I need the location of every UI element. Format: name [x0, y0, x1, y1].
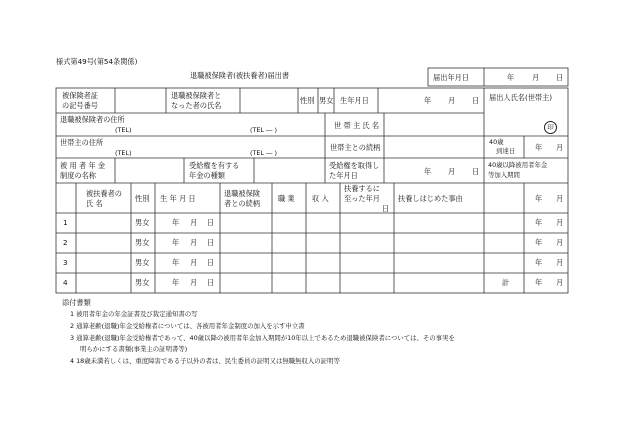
header-name-2: 氏 名 [86, 199, 103, 208]
retiree-name-label-1: 退職被保険者と [171, 91, 222, 100]
row-4-period-year: 年 [535, 278, 543, 287]
attachment-item-4: 4 18歳未満若しくは、重度障害である子以外の者は、民生委員の証明又は無職無収入の証明等 [70, 357, 340, 365]
dob-year: 年 [424, 96, 432, 105]
row-3-month: 月 [190, 258, 198, 267]
dob-label: 生年月日 [340, 96, 369, 105]
row-1-sex[interactable]: 男女 [135, 218, 150, 227]
row-1-year: 年 [172, 218, 180, 227]
insured-cert-label-2: の記号番号 [62, 101, 98, 110]
form-number: 様式第49号(第54条関係) [56, 57, 138, 66]
row-3-period-month: 月 [556, 258, 564, 267]
row-1-number: 1 [63, 218, 68, 227]
header-date-1: 扶養するに [344, 184, 380, 193]
relation-label: 世帯主との続柄 [330, 143, 381, 152]
header-period-month: 月 [556, 194, 564, 203]
age40-month: 月 [556, 143, 564, 152]
submission-date-year: 年 [507, 73, 515, 82]
header-relation-1: 退職被保険 [224, 189, 260, 198]
row-2-number: 2 [63, 238, 68, 247]
submission-date-month: 月 [532, 73, 540, 82]
row-2-month: 月 [190, 238, 198, 247]
sex-label: 性別 [300, 96, 315, 105]
householder-address-label: 世帯主の住所 [60, 138, 104, 147]
attachments-heading: 添付書類 [62, 298, 91, 307]
row-3-period-year: 年 [535, 258, 543, 267]
age40-label-2: 到達日 [496, 147, 516, 155]
submission-date-day: 日 [556, 73, 564, 82]
seal-mark: 印 [544, 121, 557, 134]
row-4-year: 年 [172, 278, 180, 287]
row-4-number: 4 [63, 278, 68, 287]
header-reason: 扶養しはじめた事由 [398, 194, 463, 203]
row-3-number: 3 [63, 258, 68, 267]
attachment-item-2: 2 通算老齢(退職)年金受給権者については、各被用者年金制度の加入を示す申立書 [70, 322, 305, 330]
householder-name-label: 世 帯 主 氏 名 [334, 121, 380, 130]
insured-cert-label-1: 被保険者証 [62, 91, 98, 100]
submitter-label: 届出人氏名(世帯主) [489, 93, 553, 102]
row-3-sex[interactable]: 男女 [135, 258, 150, 267]
retiree-tel-1: (TEL) [115, 126, 132, 134]
attachment-item-3-continued: 明らかにする書類(事業主の証明書等) [80, 345, 188, 353]
dob-month: 月 [448, 96, 456, 105]
dob-day: 日 [472, 96, 480, 105]
acquired-label-2: た年月日 [329, 171, 358, 180]
header-date-2: 至った年月 [344, 194, 380, 203]
row-4-day: 日 [207, 278, 215, 287]
pension-type-label-1: 受給権を有する [189, 161, 240, 170]
acquired-day: 日 [472, 167, 480, 176]
header-income: 収 入 [312, 194, 329, 203]
row-1-day: 日 [207, 218, 215, 227]
header-period-year: 年 [535, 194, 543, 203]
acquired-label-1: 受給権を取得し [329, 161, 380, 170]
attachment-item-1: 1 被用者年金の年金証書及び裁定通知書の写 [70, 310, 198, 318]
after40-label-1: 40歳以降被用者年金 [488, 161, 548, 169]
row-2-period-year: 年 [535, 238, 543, 247]
after40-label-2: 等加入期間 [488, 171, 520, 179]
header-sex: 性別 [135, 194, 150, 203]
submission-date-label: 届出年月日 [433, 73, 469, 82]
row-2-year: 年 [172, 238, 180, 247]
householder-tel-2: (TEL ― ) [250, 149, 277, 157]
sex-value[interactable]: 男女 [319, 96, 334, 105]
form-title: 退職被保険者(被扶養者)届出書 [190, 71, 290, 80]
row-1-period-year: 年 [535, 218, 543, 227]
total-label: 計 [502, 278, 510, 287]
acquired-month: 月 [448, 167, 456, 176]
pension-system-label-1: 被 用 者 年 金 [60, 161, 106, 170]
retiree-name-label-2: なった者の氏名 [171, 101, 222, 110]
header-dob: 生 年 月 日 [160, 194, 196, 203]
row-2-day: 日 [207, 238, 215, 247]
householder-tel-1: (TEL) [115, 149, 132, 157]
row-4-period-month: 月 [556, 278, 564, 287]
pension-type-label-2: 年金の種類 [189, 171, 225, 180]
header-occupation: 職 業 [278, 194, 295, 203]
age40-label-1: 40歳 [489, 138, 504, 146]
header-name-1: 被扶養者の [86, 189, 122, 198]
row-3-year: 年 [172, 258, 180, 267]
header-relation-2: 者との続柄 [224, 199, 260, 208]
row-1-period-month: 月 [556, 218, 564, 227]
pension-system-label-2: 制度の名称 [60, 171, 96, 180]
acquired-year: 年 [424, 167, 432, 176]
row-3-day: 日 [207, 258, 215, 267]
header-date-3: 日 [382, 204, 390, 213]
row-4-sex[interactable]: 男女 [135, 278, 150, 287]
age40-year: 年 [535, 143, 543, 152]
row-2-sex[interactable]: 男女 [135, 238, 150, 247]
row-2-period-month: 月 [556, 238, 564, 247]
row-1-month: 月 [190, 218, 198, 227]
attachment-item-3: 3 通算老齢(退職)年金受給権者であって、40歳以降の被用者年金加入期間が10年以上であるため退職被保険者については、その事実を [70, 334, 455, 342]
retiree-address-label: 退職被保険者の住所 [60, 115, 125, 124]
row-4-month: 月 [190, 278, 198, 287]
retiree-tel-2: (TEL ― ) [250, 126, 277, 134]
